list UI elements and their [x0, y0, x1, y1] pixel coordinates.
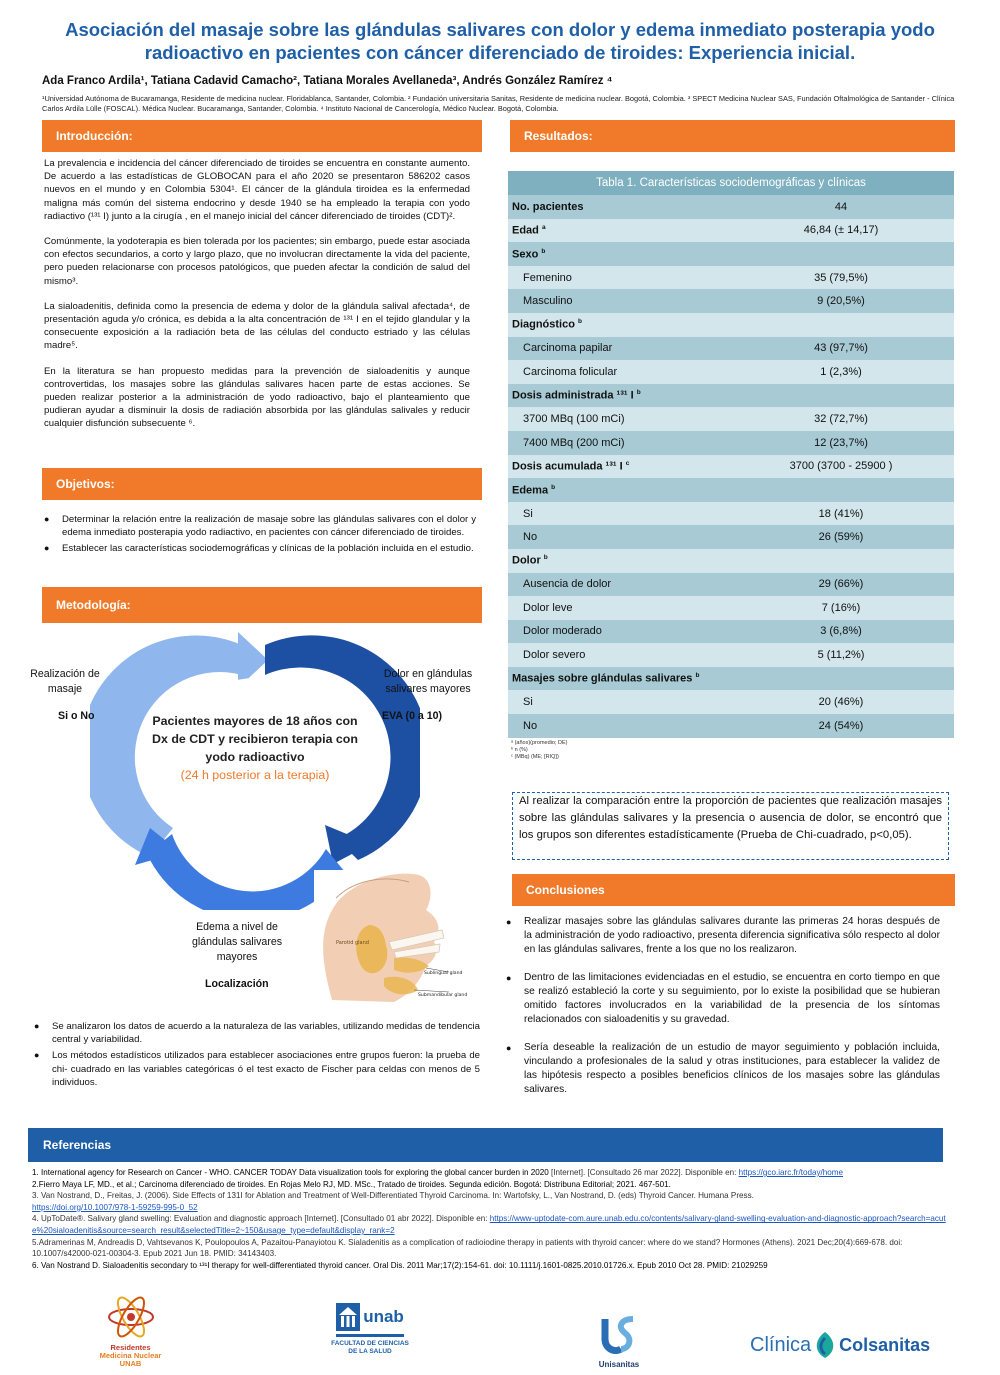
- table-cell-value: 44: [834, 200, 848, 213]
- table-cell-label: Dosis administrada ¹³¹ I $^b$: [512, 389, 641, 402]
- table-row: [508, 667, 954, 691]
- unab-building-icon: [336, 1303, 360, 1331]
- table-row: [508, 620, 954, 644]
- conclusion-item: ● Realizar masajes sobre las glándulas salivares durante las primeras 24 horas después de la administración de yodo radioactivo, presenta diferencia significativa sólo respecto al dolor en las glándulas salivares, frente a los que no los realizaron.: [506, 915, 940, 957]
- logo-residentes-medicina-nuclear: Residentes Medicina Nuclear UNAB: [88, 1295, 173, 1368]
- intro-paragraph: En la literatura se han propuesto medidas para la prevención de sialoadenitis y aunque controvertidas, los masajes sobre las glándulas salivares hacen parte de estas acciones. Se pueden realizar posterior a la administración de yodo radioactivo, bajo el planteamiento que pudieran ayudar a disminuir la dosis de radiación absorbida por las glándulas salivales y reducir cualquier disfunción subsecuente ⁶.: [44, 365, 470, 430]
- table-row: [508, 266, 954, 290]
- table-cell-value: 46,84 (± 14,17): [803, 224, 879, 237]
- table-row: [508, 219, 954, 243]
- methods-list: [34, 1020, 480, 1092]
- conclusion-item: ● Dentro de las limitaciones evidenciadas en el estudio, se encuentra en corto tiempo en que se realizó estableció la corte y su seguimiento, por lo existe la posibilidad que se hubieran omitido factores involucrados en la variabilidad de la presencia de los síntomas relacionados con sialoadenitis y su gravedad.: [506, 971, 940, 1027]
- table-cell-label: Edema $^b$: [512, 483, 556, 497]
- table-row: [508, 313, 954, 337]
- conclusions-list: [506, 915, 940, 1111]
- atom-icon: [106, 1295, 156, 1339]
- colsanitas-leaf-icon: [814, 1330, 836, 1360]
- table-cell-value: 24 (54%): [818, 719, 864, 732]
- table-row: [508, 643, 954, 667]
- left-value: Si o No: [58, 710, 95, 722]
- objectives-heading: Objetivos:: [42, 468, 482, 500]
- methods-heading: Metodología:: [42, 587, 482, 623]
- logo-unab: unab FACULTAD DE CIENCIAS DE LA SALUD: [330, 1303, 410, 1356]
- table-cell-label: Masculino: [523, 295, 573, 308]
- reference-item: 2.Fierro Maya LF, MD., et al.; Carcinoma diferenciado de tiroides. En Rojas Melo RJ, MD. MSc., Tratado de tiroides. Segunda edición. Bogotá: Distribuna Editorial; 2021. 467-501.: [32, 1179, 671, 1189]
- table-footnotes: ᵃ (años)(promedio; DE) ᵇ n (%) ᶜ (MBq) (ME; [RIQ]): [511, 740, 568, 760]
- table-cell-value: 32 (72,7%): [814, 413, 868, 426]
- table-cell-value: 5 (11,2%): [817, 649, 865, 662]
- table-row: [508, 289, 954, 313]
- reference-item: 4. UpToDate®. Salivary gland swelling: Evaluation and diagnostic approach [Internet]. [Consultado 01 abr 2022]. Disponible en: https://www-uptodate-com.aure.unab.edu.co/contents/salivary-gland-swelling-evaluation-and-diagnostic-approach?search=acute%20sialoadenitis&source=search_result&selectedTitle=2~150&usage_type=default&display_rank=2: [32, 1214, 946, 1235]
- table-row: [508, 407, 954, 431]
- cycle-center-subtext: (24 h posterior a la terapia): [180, 768, 330, 782]
- table-cell-value: 43 (97,7%): [814, 342, 868, 355]
- table-row: [508, 573, 954, 597]
- reference-item: 6. Van Nostrand D. Sialoadenitis secondary to ¹³¹I therapy for well-differentiated thyroid cancer. Oral Dis. 2011 Mar;17(2):154-61. doi: 10.1111/j.1601-0825.2010.01726.x. Epub 2010 Oct 28. PMID: 21029259: [32, 1260, 768, 1270]
- intro-paragraph: La sialoadenitis, definida como la presencia de edema y dolor de la glándula salival afectada⁴, de presentación aguda y/o crónica, es debida a la alta concentración de ¹³¹ I en el tejido glandular y la consecuente exposición a la radiación beta de las células del conducto estriado y las células madre⁵.: [44, 300, 470, 352]
- poster-title: Asociación del masaje sobre las glándulas salivares con dolor y edema inmediato posterapia yodo radioactivo en pacientes con cáncer diferenciado de tiroides: Experiencia inicial.: [65, 19, 935, 63]
- logo-clinica-colsanitas: Clínica Colsanitas: [750, 1330, 945, 1360]
- table-cell-label: Edad $^a$: [512, 224, 546, 237]
- table-cell-label: 3700 MBq (100 mCi): [523, 413, 625, 426]
- table-row: [508, 478, 954, 502]
- table-cell-label: Dolor leve: [523, 601, 573, 614]
- logo-unisanitas: Unisanitas: [588, 1315, 650, 1369]
- table-cell-label: Dolor severo: [523, 649, 586, 662]
- reference-link[interactable]: https://doi.org/10.1007/978-1-59259-995-0_52: [32, 1202, 198, 1212]
- intro-paragraph: La prevalencia e incidencia del cáncer diferenciado de tiroides se encuentra en constante aumento. De acuerdo a las estadísticas de GLOBOCAN para el año 2020 se presentaron 586202 casos nuevos en el mundo y en Colombia 5304¹. El cáncer de la glándula tiroidea es la enfermedad maligna más común del sistema endocrino y desde 1940 se ha empleado la terapia con yodo radiactivo (¹³¹ I) junto a la cirugía , en el manejo inicial del cáncer diferenciado de tiroides (CDT)².: [44, 158, 470, 222]
- characteristics-table: [508, 171, 954, 738]
- table-row: [508, 549, 954, 573]
- left-label: Realización de masaje: [30, 668, 100, 695]
- table-row: [508, 455, 954, 479]
- table-cell-value: 12 (23,7%): [814, 436, 868, 449]
- table-row: [508, 242, 954, 266]
- table-cell-label: Sexo $^b$: [512, 247, 546, 261]
- table-row: [508, 360, 954, 384]
- table-cell-value: 29 (66%): [818, 578, 864, 591]
- submandibular-label: Submandibular gland: [418, 993, 468, 998]
- table-row: [508, 596, 954, 620]
- method-item: ● Se analizaron los datos de acuerdo a la naturaleza de las variables, utilizando medidas de tendencia central y variabilidad.: [34, 1020, 480, 1046]
- table-cell-label: Dolor moderado: [523, 625, 602, 638]
- table-row: [508, 502, 954, 526]
- table-cell-label: Diagnóstico $^b$: [512, 318, 582, 332]
- results-heading: Resultados:: [510, 120, 955, 152]
- table-cell-value: 3 (6,8%): [820, 625, 862, 638]
- table-cell-value: 26 (59%): [818, 531, 864, 544]
- table-cell-label: 7400 MBq (200 mCi): [523, 436, 625, 449]
- affiliations: ¹Universidad Autónoma de Bucaramanga, Residente de medicina nuclear. Floridablanca, Santander, Colombia. ² Fundación universitaria Sanitas, Residente de medicina nuclear. Bogotá, Colombia. ³ SPECT Medicina Nuclear SAS, Fundación Oftalmológica de Santander - Clínica Carlos Ardila Lülle (FOSCAL). Médica Nuclear. Bucaramanga, Santander, Colombia. ⁴ Instituto Nacional de Cancerología, Médico Nuclear. Bogotá, Colombia.: [42, 94, 955, 113]
- salivary-gland-anatomy-image: [314, 870, 484, 1005]
- cycle-center-text: Pacientes mayores de 18 años con Dx de CDT y recibieron terapia con yodo radioactivo (24 h posterior a la terapia): [150, 712, 360, 784]
- objective-item: ● Establecer las características sociodemográficas y clínicas de la población incluida en el estudio.: [44, 542, 476, 555]
- table-cell-label: Masajes sobre glándulas salivares $^b$: [512, 672, 700, 685]
- references-list: [32, 1167, 952, 1271]
- table-cell-label: Si: [523, 507, 533, 520]
- bottom-label: Edema a nivel de glándulas salivares mayores: [191, 921, 283, 963]
- objective-item: ● Determinar la relación entre la realización de masaje sobre las glándulas salivares con el dolor y edema inmediato posterapia yodo radiactivo, en pacientes con cáncer diferenciado de tiroides.: [44, 513, 476, 539]
- reference-item: 1. International agency for Research on Cancer - WHO. CANCER TODAY Data visualization tools for exploring the global cancer burden in 2020 [Internet]. [Consultado 26 mar 2022]. Disponible en: https://gco.iarc.fr/today/home: [32, 1168, 844, 1177]
- table-cell-value: 20 (46%): [818, 696, 864, 709]
- reference-item: 5.Adramerinas M, Andreadis D, Vahtsevanos K, Poulopoulos A, Pazaitou-Panayiotou K. Sialadenitis as a complication of radioiodine therapy in patients with thyroid cancer: where do we stand? Hormones (Athens). 2021 Dec;20(4):669-678. doi: 10.1007/s42000-021-00304-3. Epub 2021 Jun 18. PMID: 34143403.: [32, 1237, 903, 1259]
- table-row: [508, 195, 954, 219]
- table-row: [508, 384, 954, 408]
- table-cell-label: No: [523, 531, 538, 544]
- table-cell-value: 3700 (3700 - 25900 ): [789, 460, 893, 473]
- authors: Ada Franco Ardila¹, Tatiana Cadavid Camacho², Tatiana Morales Avellaneda³, Andrés González Ramírez ⁴: [42, 75, 613, 87]
- table-row: [508, 431, 954, 455]
- conclusion-item: ● Sería deseable la realización de un estudio de mayor seguimiento y población incluida, vinculando a profesionales de la salud y otras instituciones, para establecer la validez de las hipótesis respecto a posibles beneficios clínicos de los masajes sobre las glándulas salivares.: [506, 1041, 940, 1097]
- reference-link[interactable]: https://www-uptodate-com.aure.unab.edu.co/contents/salivary-gland-swelling-evaluation-and-diagnostic-approach?search=acute%20sialoadenitis&source=search_result&selectedTitle=2~150&usage_type=default&display_rank=2: [32, 1214, 946, 1235]
- table-row: [508, 690, 954, 714]
- unisanitas-icon: [599, 1315, 639, 1355]
- table-cell-label: Carcinoma folicular: [523, 365, 618, 378]
- reference-item: 3. Van Nostrand, D., Freitas, J. (2006). Side Effects of 131I for Ablation and Treatment of Well-Differentiated Thyroid Carcinoma. In: Wartofsky, L., Van Nostrand, D. (eds) Thyroid Cancer. Humana Press. https://doi.org/10.1007/978-1-59259-995-0_52: [32, 1191, 754, 1212]
- intro-text: [44, 157, 470, 443]
- parotid-label: Parotid gland: [336, 940, 369, 946]
- table-cell-value: 7 (16%): [821, 601, 861, 614]
- table-cell-value: 35 (79,5%): [814, 271, 868, 284]
- table-cell-value: 1 (2,3%): [820, 365, 862, 378]
- intro-heading: Introducción:: [42, 120, 482, 152]
- right-value: EVA (0 a 10): [382, 710, 443, 722]
- method-item: ● Los métodos estadísticos utilizados para establecer asociaciones entre grupos fueron: la prueba de chi- cuadrado en las variables categóricas ó el test exacto de Fischer para celdas con menos de 5 individuos.: [34, 1049, 480, 1089]
- table-row: [508, 337, 954, 361]
- table-cell-label: No: [523, 719, 538, 732]
- conclusions-heading: Conclusiones: [512, 874, 955, 906]
- objectives-list: [44, 513, 476, 559]
- sublingual-label: Sublingual gland: [424, 971, 463, 976]
- table-cell-label: No. pacientes: [512, 200, 584, 213]
- table-cell-label: Femenino: [523, 271, 572, 284]
- table-cell-value: 9 (20,5%): [817, 295, 865, 308]
- table-cell-label: Si: [523, 696, 533, 709]
- table-cell-label: Carcinoma papilar: [523, 342, 613, 355]
- bottom-value: Localización: [205, 978, 269, 990]
- table-caption: Tabla 1. Características sociodemográficas y clínicas: [508, 171, 954, 195]
- comparison-result-box: Al realizar la comparación entre la proporción de pacientes que realización masajes sobre las glándulas salivares y la presencia o ausencia de dolor, se encontró que los grupos son diferentes estadísticamente (Prueba de Chi-cuadrado, p<0,05).: [512, 792, 949, 860]
- table-cell-value: 18 (41%): [818, 507, 864, 520]
- table-row: [508, 525, 954, 549]
- references-heading: Referencias: [28, 1128, 943, 1162]
- table-cell-label: Ausencia de dolor: [523, 578, 612, 591]
- right-label: Dolor en glándulas salivares mayores: [383, 668, 473, 695]
- table-cell-label: Dolor $^b$: [512, 554, 548, 568]
- table-row: [508, 714, 954, 738]
- reference-link[interactable]: https://gco.iarc.fr/today/home: [738, 1168, 844, 1177]
- table-cell-label: Dosis acumulada ¹³¹ I $^c$: [512, 460, 630, 473]
- intro-paragraph: Comúnmente, la yodoterapia es bien tolerada por los pacientes; sin embargo, puede estar asociada con efectos secundarios, a corto y largo plazo, que no involucran directamente la vida del paciente, pero pueden relacionarse con procesos patológicos, que pueden afectar la condición de salud del mismo³.: [44, 236, 470, 287]
